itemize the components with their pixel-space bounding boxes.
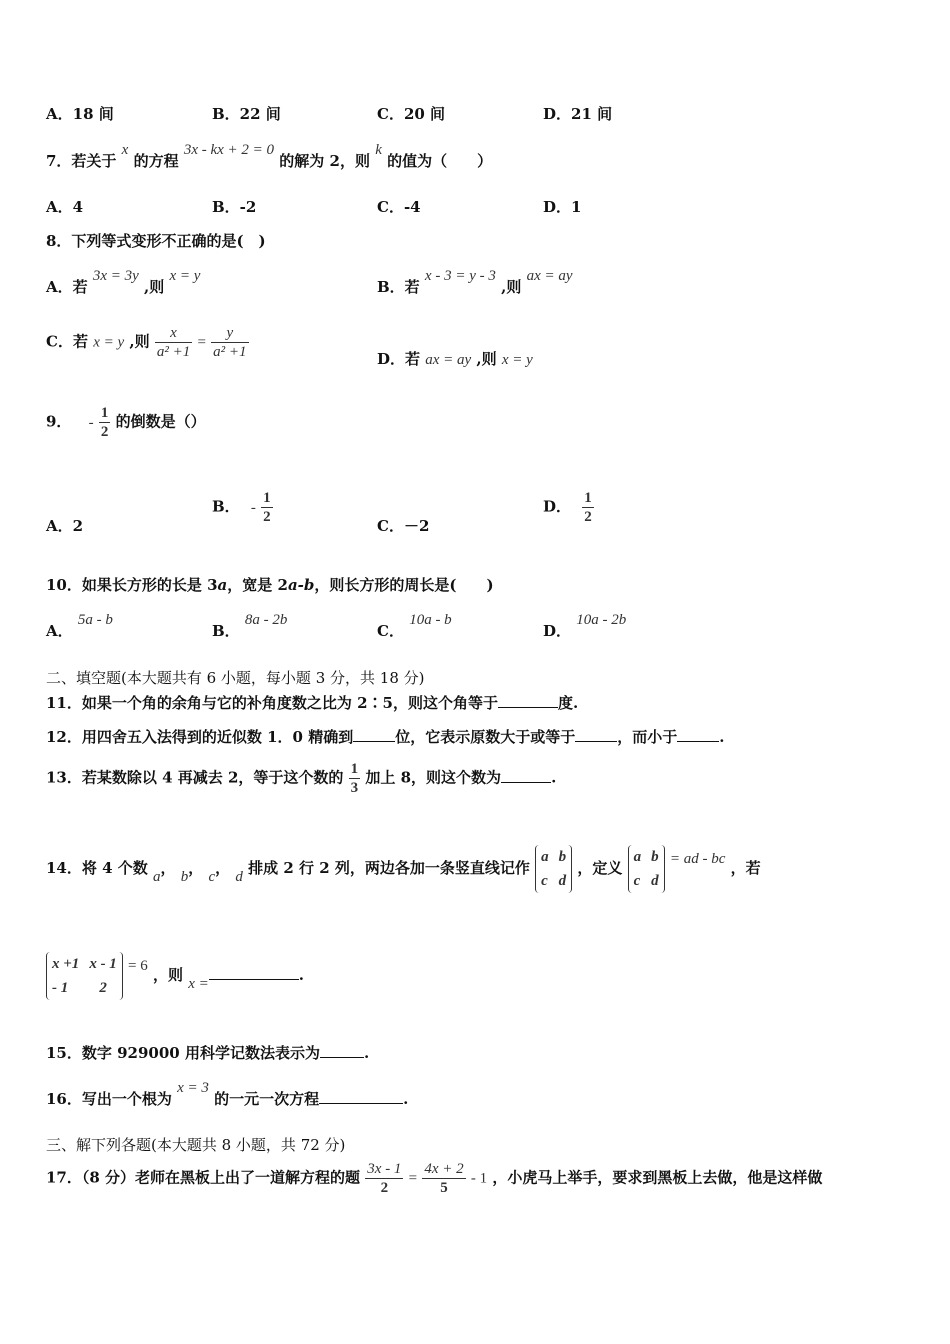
section-3-title: 三、解下列各题(本大题共 8 小题，共 72 分): [46, 1136, 346, 1154]
q8-option-a: A．若 3x = 3y ,则 x = y: [46, 268, 201, 296]
answer-blank: [575, 740, 617, 742]
q7-option-c: C．-4: [377, 198, 421, 216]
question-14: 14．将 4 个数 a， b， c， d 排成 2 行 2 列，两边各加一条竖直线记作 a b c d ，定义 a b c d = ad - bc ，若: [46, 845, 761, 893]
matrix-condition: x +1 x - 1 - 1 2: [46, 952, 123, 1000]
question-16: 16．写出一个根为 x = 3 的一元一次方程 .: [46, 1080, 409, 1108]
question-11: 11．如果一个角的余角与它的补角度数之比为 2∶5，则这个角等于 度.: [46, 694, 579, 712]
q9-option-d: D． $\frac{1}{2}$: [543, 490, 592, 525]
q6-option-d: D．21 间: [543, 105, 613, 123]
answer-blank: [677, 740, 719, 742]
q6-option-a: A．18 间: [46, 105, 114, 123]
question-12: 12．用四舍五入法得到的近似数 1．0 精确到 位，它表示原数大于或等于 ，而小于 .: [46, 728, 725, 746]
question-8-stem: 8．下列等式变形不正确的是( ): [46, 232, 266, 250]
answer-blank: [353, 740, 395, 742]
q6-option-c: C．20 间: [377, 105, 446, 123]
matrix-definition: a b c d: [628, 845, 665, 893]
question-17: 17．（8 分）老师在黑板上出了一道解方程的题 $\frac{3x - 1}{2}$ = $\frac{4x + 2}{5}$ - 1 ，小虎马上举手，要求到黑板上去做，他是这样做: [46, 1161, 823, 1196]
q9-option-b: B． - $\frac{1}{2}$: [212, 490, 271, 525]
q8-c-fraction-y: $\frac{y}{\text{a² +1}}$: [213, 325, 247, 360]
q10-option-c: C． 10a - b: [377, 612, 452, 640]
q8-option-d: D．若 ax = ay ,则 x = y: [377, 350, 533, 368]
answer-blank: [320, 1056, 364, 1058]
question-10-stem: 10．如果长方形的长是 3a，宽是 2a-b，则长方形的周长是( ): [46, 576, 494, 594]
q7-option-b: B．-2: [212, 198, 257, 216]
matrix-notation: a b c d: [535, 845, 572, 893]
q10-option-d: D． 10a - 2b: [543, 612, 627, 640]
q8-option-b: B．若 x - 3 = y - 3 ,则 ax = ay: [377, 268, 573, 296]
q6-option-b: B．22 间: [212, 105, 281, 123]
q8-c-fraction-x: $\frac{x}{\text{a² +1}}$: [156, 325, 191, 360]
answer-blank: [319, 1102, 403, 1104]
q10-option-b: B． 8a - 2b: [212, 612, 288, 640]
question-9-stem: 9． - $\frac{1}{2}$ 的倒数是（）: [46, 405, 206, 440]
q10-option-a: A． 5a - b: [46, 612, 113, 640]
answer-blank: [209, 978, 299, 980]
q7-option-d: D．1: [543, 198, 582, 216]
question-7-stem: 7．若关于 x 的方程 3x - kx + 2 = 0 的解为 2，则 k 的值为（ ）: [46, 142, 493, 170]
answer-blank: [501, 781, 551, 783]
q8-option-c: C．若 x = y ,则 $\frac{x}{\text{a² +1}}$ = $\frac{y}{\text{a² +1}}$: [46, 325, 247, 360]
q9-option-a: A．2: [46, 517, 84, 535]
section-2-title: 二、填空题(本大题共有 6 小题，每小题 3 分，共 18 分): [46, 669, 425, 687]
q9-option-c: C．－2: [377, 517, 430, 535]
question-14-condition: x +1 x - 1 - 1 2 = 6 ，则 x = .: [46, 952, 304, 1000]
q7-option-a: A．4: [46, 198, 84, 216]
question-13: 13．若某数除以 4 再减去 2，等于这个数的 $\frac{1}{3}$ 加上 8，则这个数为 .: [46, 761, 557, 796]
answer-blank: [498, 706, 558, 708]
question-15: 15．数字 929000 用科学记数法表示为 .: [46, 1044, 370, 1062]
